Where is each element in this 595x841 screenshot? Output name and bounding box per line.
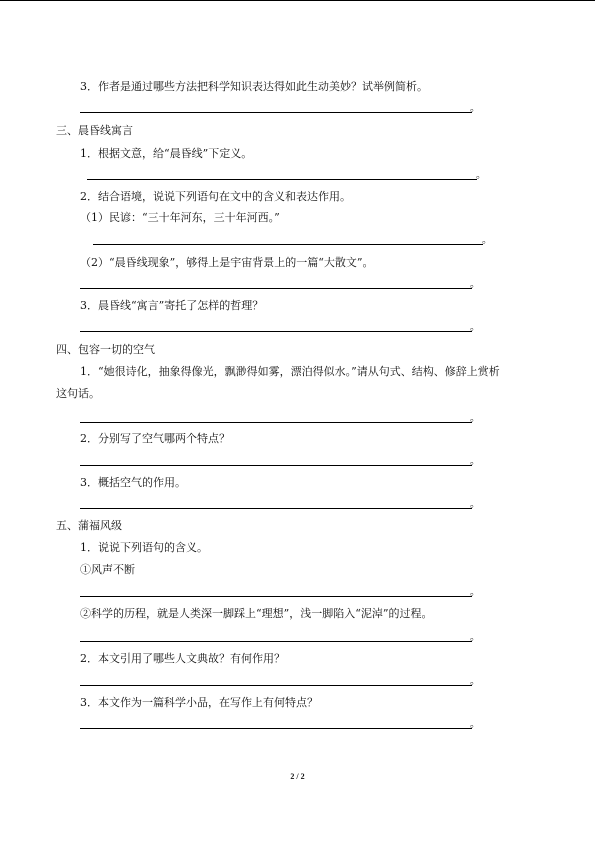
answer-line[interactable] xyxy=(80,685,472,686)
section-heading-3: 三、晨昏线寓言 xyxy=(56,124,133,137)
answer-line[interactable] xyxy=(80,422,472,423)
question-4-2: 2．分别写了空气哪两个特点？ xyxy=(80,432,230,445)
sub-question-5-1-2: ②科学的历程，就是人类深一脚踩上“理想”，浅一脚陷入“泥淖”的过程。 xyxy=(80,607,433,620)
answer-period: 。 xyxy=(476,170,486,181)
sub-question-3-2-1: （1）民谚：“三十年河东，三十年河西。” xyxy=(80,211,280,224)
answer-line[interactable] xyxy=(80,331,472,332)
section-heading-5: 五、蒲福风级 xyxy=(56,519,122,532)
question-3-1: 1．根据文意，给“晨昏线”下定义。 xyxy=(80,147,253,160)
answer-period: 。 xyxy=(482,235,492,246)
answer-line[interactable] xyxy=(87,179,477,180)
sub-question-5-1-1: ①风声不断 xyxy=(80,563,135,576)
answer-period: 。 xyxy=(470,456,480,467)
sub-question-3-2-2: （2）“晨昏线现象”，够得上是宇宙背景上的一篇“大散文”。 xyxy=(80,256,374,269)
answer-line[interactable] xyxy=(80,288,472,289)
question-4-1-cont: 这句话。 xyxy=(56,387,100,400)
answer-line[interactable] xyxy=(80,728,472,729)
answer-period: 。 xyxy=(470,719,480,730)
answer-line[interactable] xyxy=(80,641,472,642)
answer-period: 。 xyxy=(470,632,480,643)
section-heading-4: 四、包容一切的空气 xyxy=(56,343,155,356)
question-5-1: 1．说说下列语句的含义。 xyxy=(80,541,208,554)
answer-period: 。 xyxy=(470,279,480,290)
answer-period: 。 xyxy=(470,587,480,598)
question-5-3: 3．本文作为一篇科学小品，在写作上有何特点？ xyxy=(80,696,318,709)
answer-line[interactable] xyxy=(80,596,472,597)
question-3-3: 3．晨昏线“寓言”寄托了怎样的哲理？ xyxy=(80,299,264,312)
question-4-3: 3．概括空气的作用。 xyxy=(80,476,186,489)
question-5-2: 2．本文引用了哪些人文典故？有何作用？ xyxy=(80,652,285,665)
answer-line[interactable] xyxy=(80,465,472,466)
answer-period: 。 xyxy=(470,413,480,424)
answer-period: 。 xyxy=(470,676,480,687)
question-4-1: 1．“她很诗化，抽象得像光，飘渺得如雾，漂泊得似水。”请从句式、结构、修辞上赏析 xyxy=(80,365,500,378)
answer-line[interactable] xyxy=(93,244,483,245)
question-2-3: 3．作者是通过哪些方法把科学知识表达得如此生动美妙？试举例简析。 xyxy=(80,80,428,93)
answer-period: 。 xyxy=(470,103,480,114)
answer-period: 。 xyxy=(470,322,480,333)
top-border xyxy=(0,0,595,1)
page-number: 2 / 2 xyxy=(290,772,305,781)
answer-line[interactable] xyxy=(80,508,472,509)
question-3-2: 2．结合语境，说说下列语句在文中的含义和表达作用。 xyxy=(80,190,351,203)
answer-line[interactable] xyxy=(80,112,472,113)
answer-period: 。 xyxy=(470,499,480,510)
